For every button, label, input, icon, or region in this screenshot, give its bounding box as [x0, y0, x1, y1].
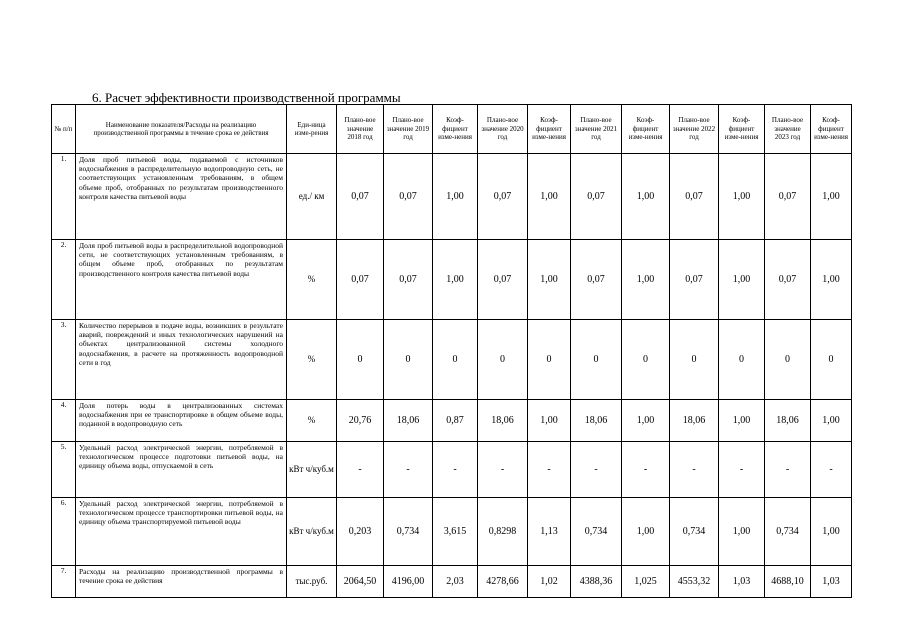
value-cell: 1,00	[719, 240, 765, 320]
value-cell: 1,00	[811, 400, 852, 442]
value-cell: 4388,36	[571, 566, 622, 598]
value-cell: 0	[622, 320, 670, 400]
value-cell: 1,00	[528, 400, 571, 442]
value-cell: 0,07	[571, 240, 622, 320]
indicator-name: Количество перерывов в подаче воды, возникших в результате аварий, повреждений и иных технологических нарушений на объектах централизованной системы холодного водоснабжения, в расчете на протяженность водопроводной сети в год	[76, 320, 287, 400]
table-row	[52, 320, 852, 400]
value-cell: 1,00	[811, 498, 852, 566]
section-title: 6. Расчет эффективности производственной программы	[92, 90, 401, 105]
value-cell: 0	[765, 320, 811, 400]
value-cell: 1,02	[528, 566, 571, 598]
value-cell: 4553,32	[670, 566, 719, 598]
value-cell: 1,00	[622, 400, 670, 442]
value-cell: 0,734	[571, 498, 622, 566]
value-cell: -	[765, 442, 811, 498]
value-cell: 0	[670, 320, 719, 400]
value-cell: 2064,50	[337, 566, 384, 598]
indicator-name: Доля потерь воды в централизованных системах водоснабжения при ее транспортировке в общем объеме воды, поданной в водопроводную сеть	[76, 400, 287, 442]
indicator-name: Удельный расход электрической энергии, потребляемой в технологическом процессе подготовки питьевой воды, на единицу объема воды, отпускаемой в сеть	[76, 442, 287, 498]
value-cell: 0,734	[765, 498, 811, 566]
value-cell: 0,07	[337, 240, 384, 320]
value-cell: 1,00	[528, 154, 571, 240]
row-number: 6.	[52, 498, 76, 566]
col-header-unit: Еди-ница изме-рения	[287, 105, 337, 154]
value-cell: 0	[384, 320, 433, 400]
value-cell: 0	[571, 320, 622, 400]
unit-cell: кВт ч/куб.м	[287, 442, 337, 498]
table-header-row	[52, 105, 852, 154]
unit-cell: %	[287, 400, 337, 442]
table-row	[52, 442, 852, 498]
value-cell: 0	[528, 320, 571, 400]
col-header-coef-2019: Коэф-фициент изме-нения	[433, 105, 478, 154]
unit-cell: %	[287, 320, 337, 400]
col-header-coef-2023: Коэф-фициент изме-нения	[811, 105, 852, 154]
value-cell: 0,8298	[478, 498, 528, 566]
value-cell: -	[433, 442, 478, 498]
col-header-2020: Плано-вое значение 2020 год	[478, 105, 528, 154]
value-cell: 1,00	[433, 154, 478, 240]
value-cell: 0	[719, 320, 765, 400]
value-cell: 2,03	[433, 566, 478, 598]
col-header-name: Наименование показателя/Расходы на реализацию производственной программы в течение срока ее действия	[76, 105, 287, 154]
value-cell: 0,07	[337, 154, 384, 240]
value-cell: 20,76	[337, 400, 384, 442]
value-cell: 0	[433, 320, 478, 400]
value-cell: 1,00	[622, 154, 670, 240]
unit-cell: ед./ км	[287, 154, 337, 240]
value-cell: -	[719, 442, 765, 498]
value-cell: 1,00	[719, 154, 765, 240]
value-cell: -	[337, 442, 384, 498]
col-header-2019: Плано-вое значение 2019 год	[384, 105, 433, 154]
value-cell: 4196,00	[384, 566, 433, 598]
value-cell: 18,06	[765, 400, 811, 442]
row-number: 7.	[52, 566, 76, 598]
value-cell: 1,00	[433, 240, 478, 320]
indicator-name: Удельный расход электрической энергии, потребляемой в технологическом процессе транспортировки питьевой воды, на единицу объема транспортируемой питьевой воды	[76, 498, 287, 566]
value-cell: 0,07	[571, 154, 622, 240]
value-cell: 1,025	[622, 566, 670, 598]
value-cell: 0,87	[433, 400, 478, 442]
value-cell: 0,07	[384, 154, 433, 240]
value-cell: 18,06	[384, 400, 433, 442]
value-cell: 1,03	[811, 566, 852, 598]
value-cell: 1,00	[622, 240, 670, 320]
row-number: 4.	[52, 400, 76, 442]
indicator-name: Расходы на реализацию производственной программы в течение срока ее действия	[76, 566, 287, 598]
value-cell: 0,734	[384, 498, 433, 566]
value-cell: 0	[478, 320, 528, 400]
value-cell: 0,07	[478, 240, 528, 320]
value-cell: -	[670, 442, 719, 498]
value-cell: 1,00	[811, 154, 852, 240]
table-row	[52, 498, 852, 566]
value-cell: 0	[337, 320, 384, 400]
col-header-2018: Плано-вое значение 2018 год	[337, 105, 384, 154]
value-cell: 1,00	[719, 498, 765, 566]
value-cell: 18,06	[478, 400, 528, 442]
value-cell: -	[478, 442, 528, 498]
value-cell: 4688,10	[765, 566, 811, 598]
row-number: 1.	[52, 154, 76, 240]
efficiency-table	[51, 104, 852, 598]
value-cell: 0,07	[384, 240, 433, 320]
value-cell: -	[571, 442, 622, 498]
value-cell: 1,00	[528, 240, 571, 320]
unit-cell: тыс.руб.	[287, 566, 337, 598]
col-header-coef-2021: Коэф-фициент изме-нения	[622, 105, 670, 154]
value-cell: 0,203	[337, 498, 384, 566]
row-number: 3.	[52, 320, 76, 400]
indicator-name: Доля проб питьевой воды, подаваемой с источников водоснабжения в распределительную водопроводную сеть, не соответствующих установленным требованиям, в общем объеме проб, отобранных по результатам производственного контроля качества питьевой воды	[76, 154, 287, 240]
col-header-2021: Плано-вое значение 2021 год	[571, 105, 622, 154]
indicator-name: Доля проб питьевой воды в распределительной водопроводной сети, не соответствующих установленным требованиям, в общем объеме проб, отобранных по результатам производственного контроля качества питьевой воды	[76, 240, 287, 320]
value-cell: 1,00	[622, 498, 670, 566]
value-cell: 3,615	[433, 498, 478, 566]
row-number: 2.	[52, 240, 76, 320]
col-header-num: № п/п	[52, 105, 76, 154]
row-number: 5.	[52, 442, 76, 498]
col-header-coef-2022: Коэф-фициент изме-нения	[719, 105, 765, 154]
table-row	[52, 566, 852, 598]
table-row	[52, 154, 852, 240]
value-cell: 0,07	[670, 154, 719, 240]
value-cell: -	[622, 442, 670, 498]
value-cell: 4278,66	[478, 566, 528, 598]
value-cell: 0,07	[765, 154, 811, 240]
value-cell: 1,00	[719, 400, 765, 442]
value-cell: 1,00	[811, 240, 852, 320]
col-header-2023: Плано-вое значение 2023 год	[765, 105, 811, 154]
value-cell: 1,13	[528, 498, 571, 566]
value-cell: 0	[811, 320, 852, 400]
unit-cell: %	[287, 240, 337, 320]
value-cell: 0,07	[670, 240, 719, 320]
value-cell: -	[811, 442, 852, 498]
col-header-coef-2020: Коэф-фициент изме-нения	[528, 105, 571, 154]
col-header-2022: Плано-вое значение 2022 год	[670, 105, 719, 154]
value-cell: 18,06	[571, 400, 622, 442]
table-row	[52, 400, 852, 442]
unit-cell: кВт ч/куб.м	[287, 498, 337, 566]
value-cell: -	[528, 442, 571, 498]
table-row	[52, 240, 852, 320]
value-cell: 0,07	[478, 154, 528, 240]
value-cell: 0,07	[765, 240, 811, 320]
value-cell: 0,734	[670, 498, 719, 566]
value-cell: 18,06	[670, 400, 719, 442]
value-cell: 1,03	[719, 566, 765, 598]
value-cell: -	[384, 442, 433, 498]
